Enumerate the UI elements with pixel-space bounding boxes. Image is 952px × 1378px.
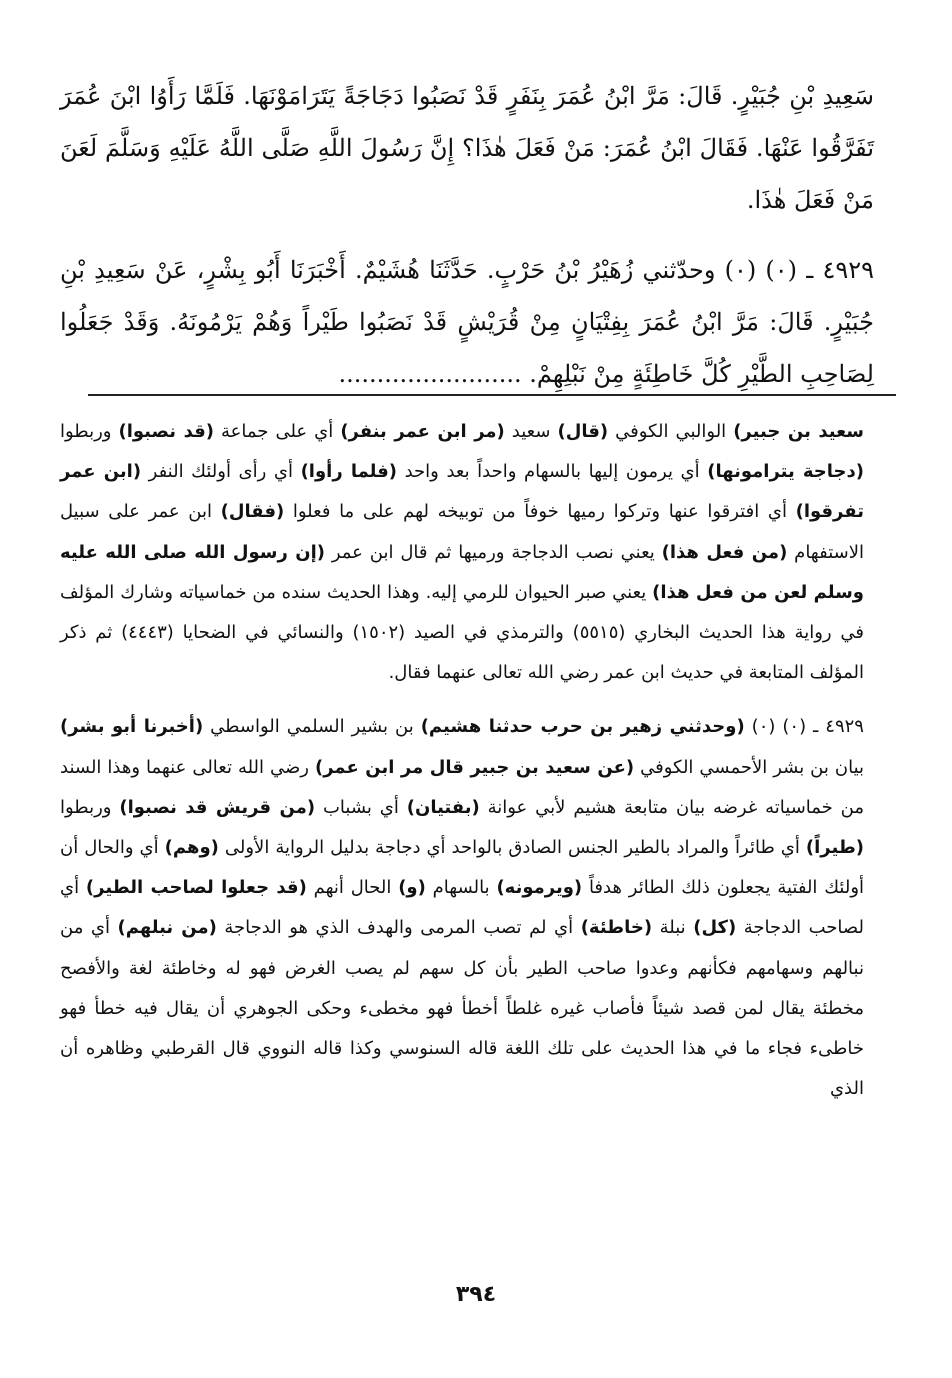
commentary-text: يعني نصب الدجاجة ورميها ثم قال ابن عمر	[324, 541, 662, 563]
commentary-text: أي افترقوا عنها وتركوا رميها خوفاً من توبيخه لهم على ما فعلوا	[284, 501, 796, 523]
quoted-matn: (فقال)	[220, 501, 285, 523]
quoted-matn: (دجاجة يترامونها)	[707, 461, 864, 483]
commentary-paragraph-1	[60, 412, 864, 693]
commentary-paragraph-2	[60, 707, 864, 1109]
quoted-matn: (وحدثني زهير بن حرب حدثنا هشيم)	[420, 716, 745, 738]
quoted-matn: (ابن عمر تفرقوا)	[60, 461, 864, 523]
quoted-matn: (من قريش قد نصبوا)	[119, 796, 316, 818]
commentary-text: أي طائراً والمراد بالطير الجنس الصادق بالواحد أي دجاجة بدليل الرواية الأولى	[218, 837, 806, 859]
quoted-matn: (من نبلهم)	[117, 917, 217, 939]
quoted-matn: (طيراً)	[805, 837, 864, 859]
quoted-matn: (بفتيان)	[406, 796, 480, 818]
quoted-matn: (أخبرنا أبو بشر)	[60, 716, 204, 738]
commentary-text: ٤٩٢٩ ـ (٠) (٠)	[744, 716, 864, 738]
commentary-text: الوالبي الكوفي	[608, 421, 734, 442]
hadith-block	[60, 70, 874, 400]
page-number: ٣٩٤	[455, 1282, 497, 1307]
commentary-text: أي من نبالهم وسهامهم فكأنهم وعدوا صاحب الطير بأن كل سهم لم يصب الغرض فهو له وخاطئة لغة والأفصح مخطئة يقال لمن قصد شيئاً فأصاب غيره غلطاً أخطأ فهو مخطىء وحكى الجوهري أن يقال فيه خطأ فهو خاطىء فجاء ما في هذا الحديث على تلك اللغة قاله السنوسي وكذا قاله النووي قال القرطبي وظاهره أن الذي	[60, 917, 864, 1100]
commentary-text: سعيد	[504, 421, 558, 442]
quoted-matn: (إن رسول الله صلى الله عليه وسلم لعن من فعل هذا)	[60, 541, 864, 603]
commentary-text: بيان بن بشر الأحمسي الكوفي	[634, 756, 865, 778]
commentary-text: يعني صبر الحيوان للرمي إليه. وهذا الحديث سنده من خماسياته وشارك المؤلف في رواية هذا الحديث البخاري (٥٥١٥) والترمذي في الصيد (١٥٠٢) والنسائي في الضحايا (٤٤٤٣) ثم ذكر المؤلف المتابعة في حديث ابن عمر رضي الله تعالى عنهما فقال.	[60, 581, 864, 684]
commentary-text: بالسهام	[425, 877, 497, 899]
commentary-text: نبلة	[652, 917, 694, 939]
commentary-text: بن بشير السلمي الواسطي	[203, 716, 421, 738]
commentary-text: أي لم تصب المرمى والهدف الذي هو الدجاجة	[216, 917, 581, 939]
quoted-matn: (مر ابن عمر بنفر)	[340, 421, 505, 442]
quoted-matn: (وهم)	[164, 837, 219, 859]
hadith-paragraph-2: ٤٩٢٩ ـ (٠) (٠) وحدّثني زُهَيْرُ بْنُ حَرْبٍ. حَدَّثَنَا هُشَيْمٌ. أَخْبَرَنَا أَبُو بِشْرٍ، عَنْ سَعِيدِ بْنِ جُبَيْرٍ. قَالَ: مَرَّ ابْنُ عُمَرَ بِفِتْيَانٍ مِنْ قُرَيْشٍ قَدْ نَصَبُوا طَيْراً وَهُمْ يَرْمُونَهُ. وَقَدْ جَعَلُوا لِصَاحِبِ الطَّيْرِ كُلَّ خَاطِئَةٍ مِنْ نَبْلِهِمْ. ........................	[60, 256, 874, 388]
quoted-matn: (قد جعلوا لصاحب الطير)	[85, 877, 307, 899]
quoted-matn: سعيد بن جبير)	[733, 421, 864, 442]
commentary-text: أي رأى أولئك النفر	[141, 461, 301, 483]
hadith-paragraph-1: سَعِيدِ بْنِ جُبَيْرٍ. قَالَ: مَرَّ ابْنُ عُمَرَ بِنَفَرٍ قَدْ نَصَبُوا دَجَاجَةً يَتَرَامَوْنَهَا. فَلَمَّا رَأَوُا ابْنَ عُمَرَ تَفَرَّقُوا عَنْهَا. فَقَالَ ابْنُ عُمَرَ: مَنْ فَعَلَ هٰذَا؟ إِنَّ رَسُولَ اللَّهِ صَلَّى اللَّهُ عَلَيْهِ وَسَلَّمَ لَعَنَ مَنْ فَعَلَ هٰذَا.	[60, 82, 874, 214]
quoted-matn: (كل)	[693, 917, 737, 939]
quoted-matn: (ويرمونه)	[496, 877, 583, 899]
commentary-text: أي بشباب	[315, 796, 407, 818]
commentary-text: وربطوا	[60, 421, 119, 442]
commentary-text: ابن عمر على سبيل الاستفهام	[60, 501, 864, 563]
commentary-text: أي والحال أن أولئك الفتية يجعلون ذلك الطائر هدفاً	[60, 837, 865, 899]
quoted-matn: (و)	[398, 877, 426, 899]
quoted-matn: (قد نصبوا)	[118, 421, 214, 442]
footnote-divider	[88, 394, 896, 396]
commentary-text: أي لصاحب الدجاجة	[60, 877, 864, 939]
commentary-block	[60, 412, 864, 1109]
quoted-matn: (خاطئة)	[580, 917, 653, 939]
quoted-matn: (قال)	[557, 421, 609, 442]
commentary-text: أي يرمون إليها بالسهام واحداً بعد واحد	[397, 461, 708, 483]
quoted-matn: (فلما رأوا)	[300, 461, 398, 483]
hadith-text	[60, 70, 874, 400]
quoted-matn: (من فعل هذا)	[661, 541, 788, 563]
commentary-text: رضي الله تعالى عنهما وهذا السند من خماسياته غرضه بيان متابعة هشيم لأبي عوانة	[60, 756, 865, 818]
commentary-text: الحال أنهم	[306, 877, 399, 899]
quoted-matn: (عن سعيد بن جبير قال مر ابن عمر)	[314, 756, 635, 778]
commentary-text: أي على جماعة	[214, 421, 341, 442]
commentary-text: وربطوا	[60, 796, 120, 818]
